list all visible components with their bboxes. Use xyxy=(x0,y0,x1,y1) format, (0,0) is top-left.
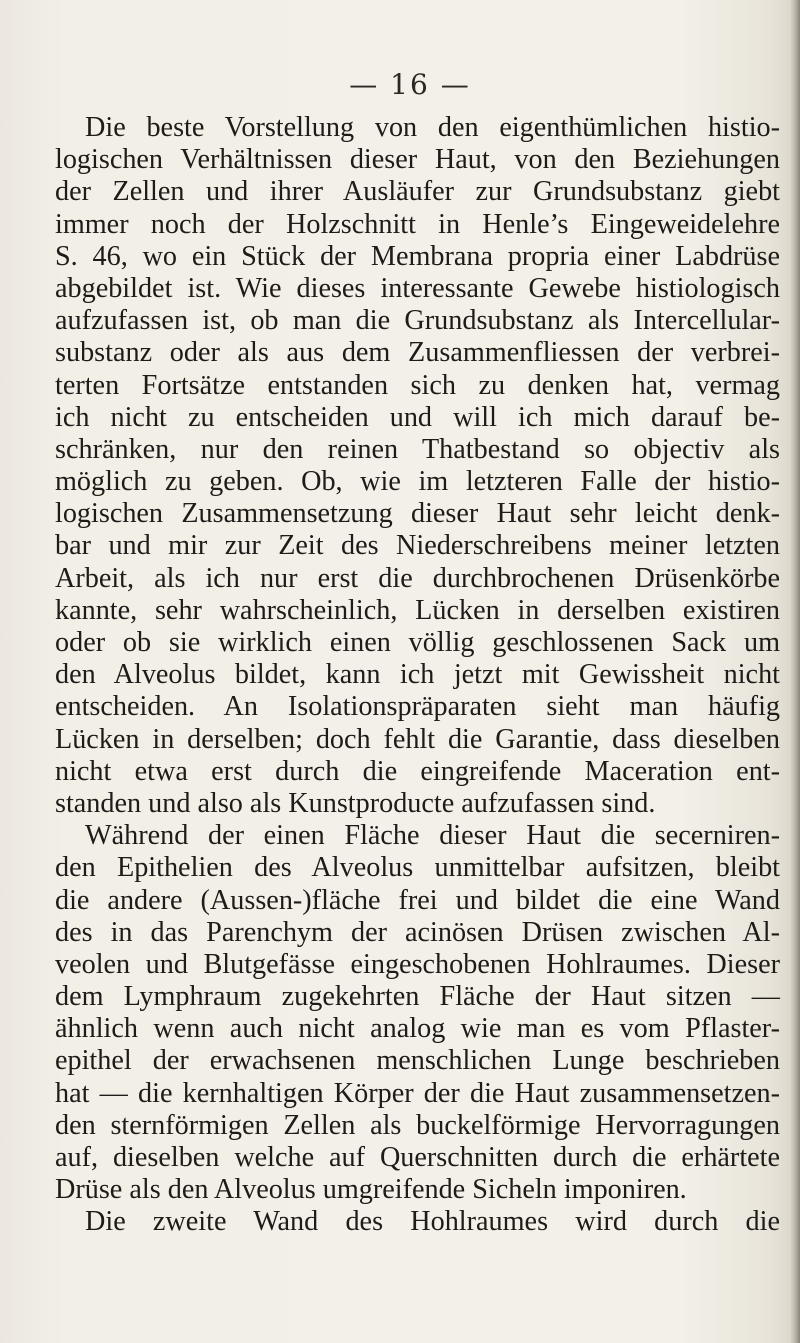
text-line: auf, dieselben welche auf Querschnitten durch die erhärtete xyxy=(55,1142,780,1173)
body-text xyxy=(55,112,780,1239)
text-line: aufzufassen ist, ob man die Grundsubstanz als Intercellular- xyxy=(55,305,780,337)
text-line: den sternförmigen Zellen als buckelförmige Hervorragungen xyxy=(55,1109,780,1141)
text-line: ähnlich wenn auch nicht analog wie man es vom Pflaster- xyxy=(55,1013,780,1045)
text-line: terten Fortsätze entstanden sich zu denken hat, vermag xyxy=(55,369,780,401)
text-line: den Epithelien des Alveolus unmittelbar aufsitzen, bleibt xyxy=(55,852,780,884)
text-line: Arbeit, als ich nur erst die durchbrochenen Drüsenkörbe xyxy=(55,562,780,594)
text-line: Drüse als den Alveolus umgreifende Sicheln imponiren. xyxy=(55,1174,687,1206)
page-edge-shadow xyxy=(790,0,800,1343)
text-line: kannte, sehr wahrscheinlich, Lücken in derselben existiren xyxy=(55,594,780,626)
text-line: logischen Zusammensetzung dieser Haut sehr leicht denk- xyxy=(55,498,780,530)
paragraph xyxy=(55,112,780,820)
text-line: immer noch der Holzschnitt in Henle’s Eingeweidelehre xyxy=(55,208,780,240)
text-line: Lücken in derselben; doch fehlt die Garantie, dass dieselben xyxy=(55,723,780,755)
text-line: den Alveolus bildet, kann ich jetzt mit Gewissheit nicht xyxy=(55,659,780,691)
text-line: des in das Parenchym der acinösen Drüsen zwischen Al- xyxy=(55,916,780,948)
text-line: logischen Verhältnissen dieser Haut, von den Beziehungen xyxy=(55,144,780,176)
text-line: standen und also als Kunstproducte aufzufassen sind. xyxy=(55,787,656,819)
text-line: möglich zu geben. Ob, wie im letzteren Falle der histio- xyxy=(55,466,780,498)
text-line: Die zweite Wand des Hohlraumes wird durch die xyxy=(85,1206,780,1238)
text-line: entscheiden. An Isolationspräparaten sieht man häufig xyxy=(55,691,780,723)
text-line: substanz oder als aus dem Zusammenfliessen der verbrei- xyxy=(55,337,780,369)
text-line: epithel der erwachsenen menschlichen Lunge beschrieben xyxy=(55,1045,780,1077)
text-line: schränken, nur den reinen Thatbestand so objectiv als xyxy=(55,433,780,465)
text-line: dem Lymphraum zugekehrten Fläche der Haut sitzen — xyxy=(55,981,780,1013)
text-line: bar und mir zur Zeit des Niederschreibens meiner letzten xyxy=(55,530,780,562)
text-line: der Zellen und ihrer Ausläufer zur Grundsubstanz giebt xyxy=(55,176,780,208)
paragraph xyxy=(55,820,780,1206)
paragraph xyxy=(55,1206,780,1238)
text-line: veolen und Blutgefässe eingeschobenen Hohlraumes. Dieser xyxy=(55,948,780,980)
text-line: nicht etwa erst durch die eingreifende Maceration ent- xyxy=(55,755,780,787)
text-line: S. 46, wo ein Stück der Membrana propria einer Labdrüse xyxy=(55,240,780,272)
text-line: abgebildet ist. Wie dieses interessante Gewebe histiologisch xyxy=(55,272,780,304)
text-line: ich nicht zu entscheiden und will ich mich darauf be- xyxy=(55,401,780,433)
text-line: die andere (Aussen-)fläche frei und bildet die eine Wand xyxy=(55,884,780,916)
page-number: — 16 — xyxy=(349,68,471,101)
text-line: oder ob sie wirklich einen völlig geschlossenen Sack um xyxy=(55,627,780,658)
text-line: hat — die kernhaltigen Körper der die Haut zusammensetzen- xyxy=(55,1077,780,1109)
text-line: Während der einen Fläche dieser Haut die secerniren- xyxy=(85,820,780,852)
text-line: Die beste Vorstellung von den eigenthümlichen histio- xyxy=(85,112,780,143)
